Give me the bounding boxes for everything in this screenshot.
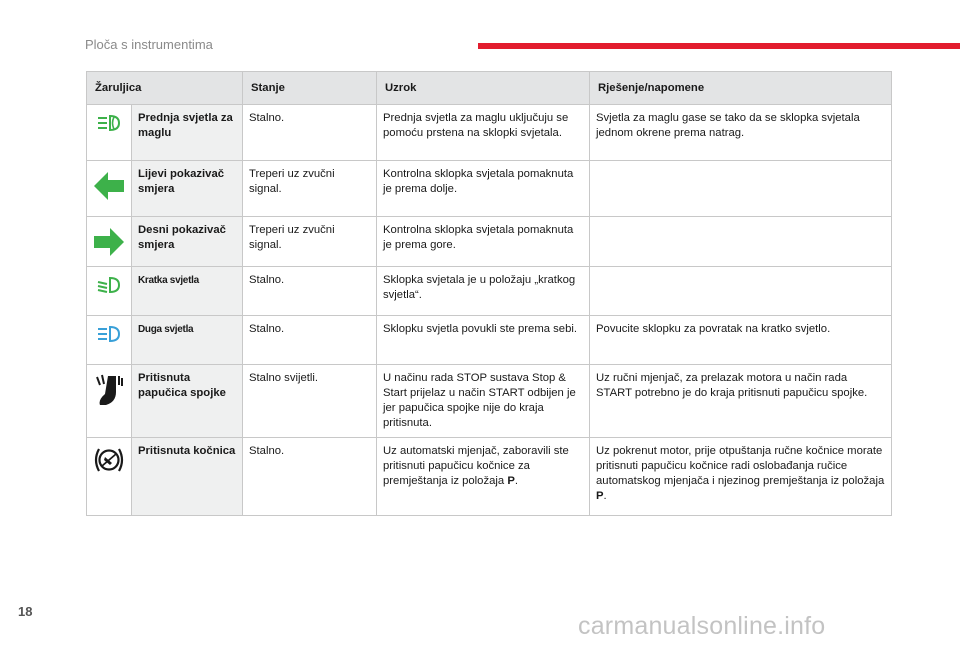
icon-cell <box>87 161 132 217</box>
lamp-cause <box>377 438 590 516</box>
clutch-pedal-icon <box>94 373 124 407</box>
lamp-state: Stalno. <box>243 105 377 161</box>
table-row <box>87 316 892 365</box>
lamp-solution: Svjetla za maglu gase se tako da se sklopka svjetala jednom okrene prema natrag. <box>590 105 892 161</box>
right-turn-arrow-icon <box>93 225 125 259</box>
gear-position-label: P <box>507 475 515 487</box>
table-row <box>87 105 892 161</box>
icon-cell <box>87 365 132 438</box>
brake-pedal-icon <box>92 446 126 474</box>
table-row <box>87 267 892 316</box>
cause-text-end: . <box>514 475 519 487</box>
icon-cell <box>87 316 132 365</box>
solution-text: Uz pokrenut motor, prije otpuštanja ručne kočnice morate pritisnuti papučicu kočnice radi oslobađanja ručice automatskog mjenjača i njezinog premještanja iz položaja <box>596 445 885 487</box>
lamp-state: Stalno svijetli. <box>243 365 377 438</box>
page-number: 18 <box>18 604 33 619</box>
lamp-state: Stalno. <box>243 267 377 316</box>
cause-text: Uz automatski mjenjač, zaboravili ste pritisnuti papučicu kočnice za premještanja iz položaja <box>383 445 569 487</box>
lamp-solution <box>590 161 892 217</box>
high-beam-icon <box>96 324 122 344</box>
table-row <box>87 161 892 217</box>
lamp-state: Stalno. <box>243 316 377 365</box>
table-header-row <box>87 72 892 105</box>
icon-cell <box>87 267 132 316</box>
column-header-cause: Uzrok <box>377 72 590 105</box>
lamp-solution <box>590 217 892 267</box>
lamp-name: Pritisnuta kočnica <box>132 438 243 516</box>
lamp-state: Treperi uz zvučni signal. <box>243 217 377 267</box>
icon-cell <box>87 438 132 516</box>
column-header-solution: Rješenje/napomene <box>590 72 892 105</box>
lamp-cause: U načinu rada STOP sustava Stop & Start prijelaz u način START odbijen je jer papučica spojke nije do kraja pritisnuta. <box>377 365 590 438</box>
lamp-name: Duga svjetla <box>132 316 243 365</box>
lamp-solution <box>590 438 892 516</box>
lamp-state: Treperi uz zvučni signal. <box>243 161 377 217</box>
lamp-name: Desni pokazivač smjera <box>132 217 243 267</box>
lamp-cause: Kontrolna sklopka svjetala pomaknuta je prema dolje. <box>377 161 590 217</box>
table-row <box>87 217 892 267</box>
table-row <box>87 365 892 438</box>
left-turn-arrow-icon <box>93 169 125 203</box>
lamp-solution: Uz ručni mjenjač, za prelazak motora u način rada START potrebno je do kraja pritisnuti papučicu spojke. <box>590 365 892 438</box>
lamp-name: Pritisnuta papučica spojke <box>132 365 243 438</box>
warning-lamp-table <box>86 71 892 516</box>
lamp-solution <box>590 267 892 316</box>
column-header-lamp: Žaruljica <box>87 72 243 105</box>
icon-cell <box>87 217 132 267</box>
lamp-cause: Prednja svjetla za maglu uključuju se pomoću prstena na sklopki svjetala. <box>377 105 590 161</box>
lamp-cause: Sklopka svjetala je u položaju „kratkog svjetla“. <box>377 267 590 316</box>
lamp-cause: Sklopku svjetla povukli ste prema sebi. <box>377 316 590 365</box>
column-header-state: Stanje <box>243 72 377 105</box>
section-title: Ploča s instrumentima <box>85 37 213 52</box>
lamp-name: Lijevi pokazivač smjera <box>132 161 243 217</box>
gear-position-label: P <box>596 490 604 502</box>
table-row <box>87 438 892 516</box>
lamp-cause: Kontrolna sklopka svjetala pomaknuta je prema gore. <box>377 217 590 267</box>
front-fog-light-icon <box>96 113 122 133</box>
lamp-state: Stalno. <box>243 438 377 516</box>
solution-text-end: . <box>603 490 607 502</box>
lamp-solution: Povucite sklopku za povratak na kratko svjetlo. <box>590 316 892 365</box>
header-accent-bar <box>478 43 960 49</box>
watermark: carmanualsonline.info <box>578 612 826 640</box>
low-beam-icon <box>96 275 122 295</box>
icon-cell <box>87 105 132 161</box>
lamp-name: Prednja svjetla za maglu <box>132 105 243 161</box>
lamp-name: Kratka svjetla <box>132 267 243 316</box>
